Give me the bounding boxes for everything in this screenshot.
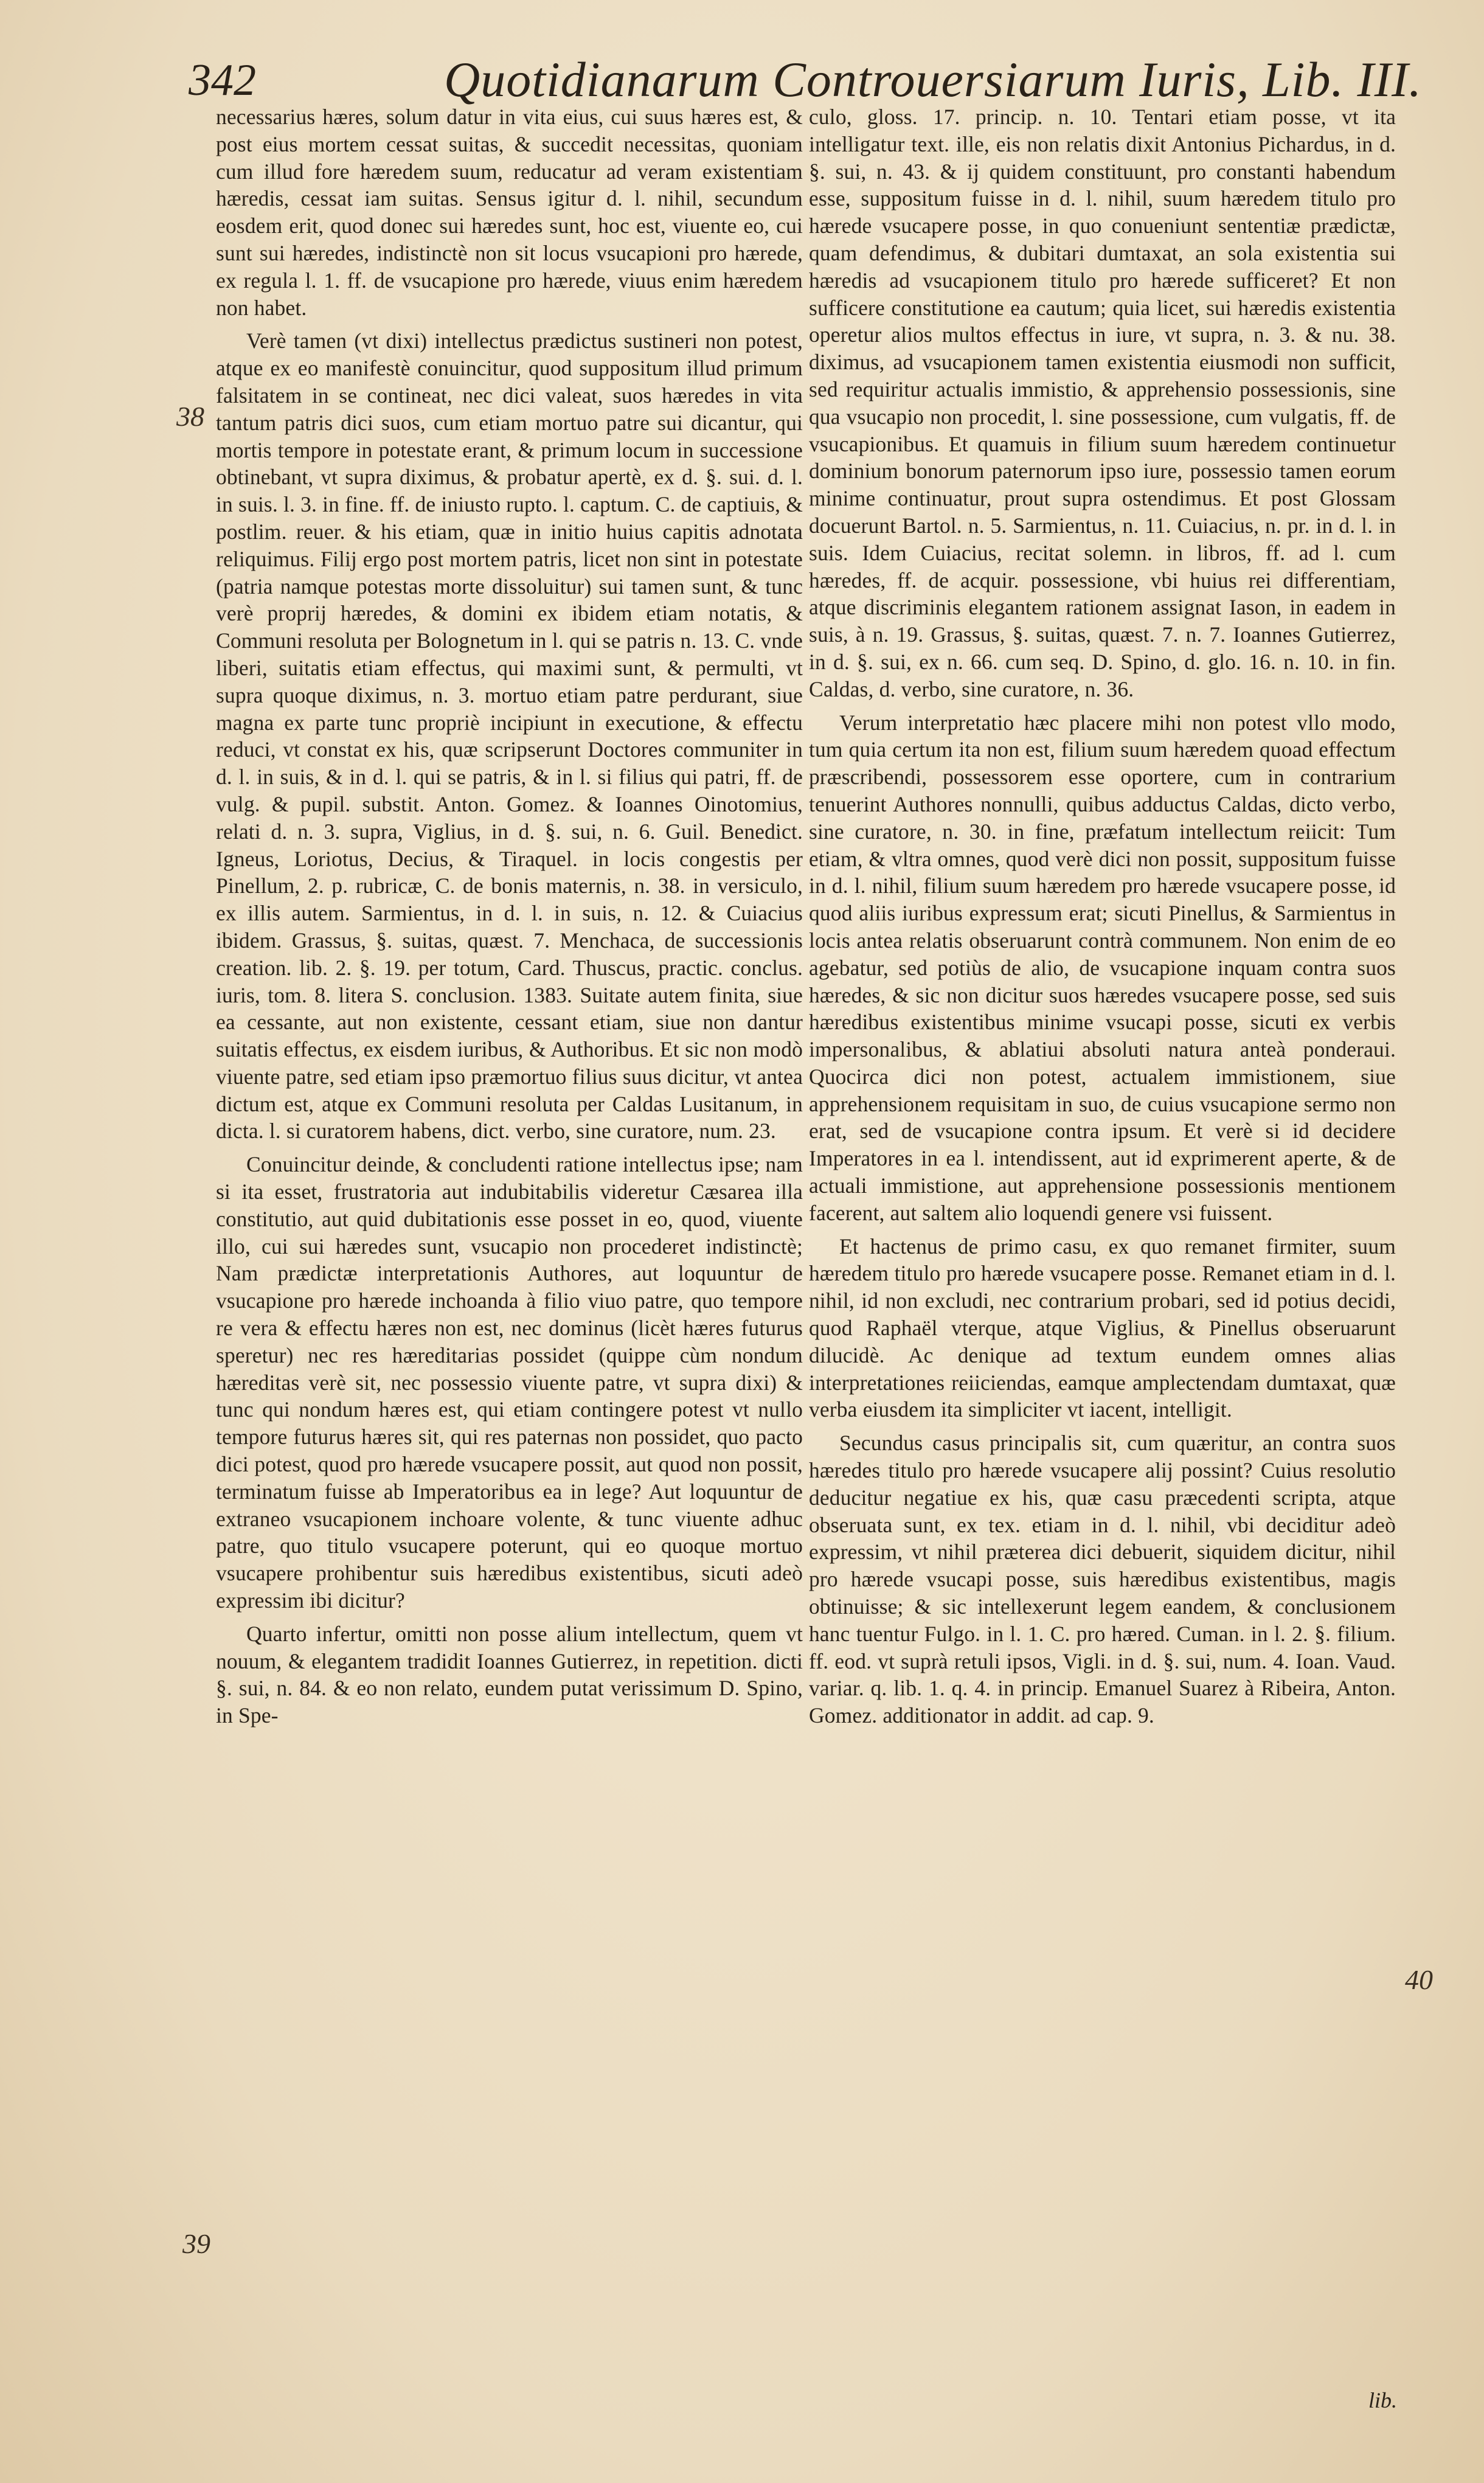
paragraph: Conuincitur deinde, & concludenti ratione intellectus ipse; nam si ita esset, frustratoria aut indubitabilis videretur Cæsarea illa constitutio, aut quid dubitationis esse posset in eo, quod, viuente illo, cui sui hæredes sunt, vsucapio non procederet indistinctè; Nam prædictæ interpretationis Authores, aut loquuntur de vsucapione pro hærede inchoanda à filio viuo patre, quo tempore re vera & effectu hæres non est, nec dominus (licèt hæres futurus speretur) nec res hæreditarias possidet (quippe cùm nondum hæreditas verè sit, nec possessio viuente patre, vt supra dixi) & tunc qui nondum hæres est, qui etiam contingere potest vt nullo tempore futurus hæres sit, qui res paternas non possidet, quo pacto dici potest, quod pro hærede vsucapere possit, aut quod non possit, terminatum fuisse ab Imperatoribus ea in lege? Aut loquuntur de extraneo vsucapionem inchoare volente, & tunc viuente adhuc patre, quo titulo vsucapere poterunt, qui eo quoque mortuo vsucapere prohibentur suis hæredibus existentibus, sicuti adeò expressim ibi dicitur? [216, 1152, 803, 1613]
paragraph: necessarius hæres, solum datur in vita eius, cui suus hæres est, & post eius mortem cessat suitas, & succedit necessitas, quoniam cum illud fore hæredem suum, reducatur ad veram existentiam hæredis, cessat iam suitas. Sensus igitur d. l. nihil, secundum eosdem erit, quod donec sui hæredes sunt, hoc est, viuente eo, cui sunt sui hæredes, indistinctè non sit locus vsucapioni pro hærede, ex regula l. 1. ff. de vsucapione pro hærede, viuus enim hæredem non habet. [216, 105, 803, 320]
page-number: 342 [189, 55, 256, 105]
catchword: lib. [1368, 2388, 1398, 2412]
left-column [216, 103, 803, 1729]
paragraph: Verum interpretatio hæc placere mihi non potest vllo modo, tum quia certum ita non est, filium suum hæredem quoad effectum præscribendi, possessorem esse oportere, cum in contrarium tenuerint Authores nonnulli, quibus adductus Caldas, dicto verbo, sine curatore, n. 30. in fine, præfatum intellectum reiicit: Tum etiam, & vltra omnes, quod verè dici non possit, suppositum fuisse in d. l. nihil, filium suum hæredem pro hærede vsucapere posse, id quod aliis iuribus expressum erat; sicuti Pinellus, & Sarmientus in locis antea relatis obseruarunt contrà communem. Non enim de eo agebatur, sed potiùs de alio, de vsucapione inquam contra suos hæredes, & sic non dicitur suos hæredes vsucapere posse, sed suis hæredibus existentibus minime vsucapi posse, sicuti ex verbis impersonalibus, & ablatiui absoluti natura anteà ponderaui. Quocirca dici non potest, actualem immistionem, siue apprehensionem requisitam in suo, de cuius vsucapione sermo non erat, sed de vsucapione contra ipsum. Et verè si id decidere Imperatores in ea l. intendissent, aut id exprimerent aperte, & de actuali immistione, aut apprehensione possessionis mentionem facerent, aut saltem alio loquendi genere vsi fuissent. [809, 710, 1396, 1225]
right-column [809, 103, 1396, 1729]
running-title: Quotidianarum Controuersiarum Iuris, Lib. III. [444, 52, 1422, 107]
margin-number-39: 39 [182, 2228, 210, 2259]
paragraph: culo, gloss. 17. princip. n. 10. Tentari etiam posse, vt ita intelligatur text. ille, eis non relatis dixit Antonius Pichardus, in d. §. sui, n. 43. & ij quidem constituunt, pro constanti habendum esse, suppositum fuisse in d. l. nihil, suum hæredem titulo pro hærede vsucapere posse, in quo conueniunt sententiæ prædictæ, quam defendimus, & dubitari dumtaxat, an sola existentia sui hæredis ad vsucapionem titulo pro hærede sufficeret? Et non sufficere constitutione ea cautum; quia licet, sui hæredis existentia operetur alios multos effectus in iure, vt supra, n. 3. & nu. 38. diximus, ad vsucapionem tamen existentia eiusmodi non sufficit, sed requiritur actualis immistio, & apprehensio possessionis, sine qua vsucapio non procedit, l. sine possessione, cum vulgatis, ff. de vsucapionibus. Et quamuis in filium suum hæredem continuetur dominium bonorum paternorum ipso iure, possessio tamen eorum minime continuatur, prout supra ostendimus. Et post Glossam docuerunt Bartol. n. 5. Sarmientus, n. 11. Cuiacius, n. pr. in d. l. in suis. Idem Cuiacius, recitat solemn. in libros, ff. ad l. cum hæredes, ff. de acquir. possessione, vbi huius rei differentiam, atque discriminis elegantem rationem assignat Iason, in eadem in suis, à n. 19. Grassus, §. suitas, quæst. 7. n. 7. Ioannes Gutierrez, in d. §. sui, ex n. 66. cum seq. D. Spino, d. glo. 16. n. 10. in fin. Caldas, d. verbo, sine curatore, n. 36. [809, 105, 1396, 701]
margin-number-38: 38 [176, 401, 204, 432]
margin-number-40: 40 [1405, 1964, 1433, 1995]
paragraph: Secundus casus principalis sit, cum quæritur, an contra suos hæredes titulo pro hærede vsucapere alij possint? Cuius resolutio deducitur negatiue ex his, quæ casu præcedenti scripta, atque obseruata sunt, ex tex. etiam in d. l. nihil, vbi deciditur adeò expressim, vt nihil præterea dici debuerit, siquidem dicitur, nihil pro hærede vsucapi posse, suis hæredibus existentibus, magis obtinuisse; & sic intellexerunt legem eandem, & conclusionem hanc tuentur Fulgo. in l. 1. C. pro hæred. Cuman. in l. 2. §. filium. ff. eod. vt suprà retuli ipsos, Vigli. in d. §. sui, num. 4. Ioan. Vaud. variar. q. lib. 1. q. 4. in princip. Emanuel Suarez à Ribeira, Anton. Gomez. additionator in addit. ad cap. 9. [809, 1431, 1396, 1728]
paragraph: Quarto infertur, omitti non posse alium intellectum, quem vt nouum, & elegantem tradidit Ioannes Gutierrez, in repetition. dicti §. sui, n. 84. & eo non relato, eundem putat verissimum D. Spino, in Spe- [216, 1621, 803, 1728]
paragraph: Verè tamen (vt dixi) intellectus prædictus sustineri non potest, atque ex eo manifestè conuincitur, quod suppositum illud primum falsitatem in se contineat, nec dici valeat, suos hæredes in vita tantum patris dici suos, cum etiam mortuo patre sui dicantur, qui mortis tempore in potestate erant, & primum locum in successione obtinebant, vt supra diximus, & probatur apertè, ex d. §. sui. d. l. in suis. l. 3. in fine. ff. de iniusto rupto. l. captum. C. de captiuis, & postlim. reuer. & his etiam, quæ in initio huius capitis adnotata reliquimus. Filij ergo post mortem patris, licet non sint in potestate (patria namque potestas morte dissoluitur) sui tamen sunt, & tunc verè proprij hæredes, & domini ex ibidem etiam notatis, & Communi resoluta per Bolognetum in l. qui se patris n. 13. C. vnde liberi, suitatis etiam effectus, qui maximi sunt, & permulti, vt supra quoque diximus, n. 3. mortuo etiam patre perdurant, siue magna ex parte tunc propriè incipiunt in executione, & effectu reduci, vt constat ex his, quæ scripserunt Doctores communiter in d. l. in suis, & in d. l. qui se patris, & in l. si filius qui patri, ff. de vulg. & pupil. substit. Anton. Gomez. & Ioannes Oinotomius, relati d. n. 3. supra, Viglius, in d. §. sui, n. 6. Guil. Benedict. Igneus, Loriotus, Decius, & Tiraquel. in locis congestis per Pinellum, 2. p. rubricæ, C. de bonis maternis, n. 38. in versiculo, ex illis autem. Sarmientus, in d. l. in suis, n. 12. & Cuiacius ibidem. Grassus, §. suitas, quæst. 7. Menchaca, de successionis creation. lib. 2. §. 19. per totum, Card. Thuscus, practic. conclus. iuris, tom. 8. litera S. conclusion. 1383. Suitate autem finita, siue ea cessante, aut non existente, cessant etiam, siue non dantur suitatis effectus, ex eisdem iuribus, & Authoribus. Et sic non modò viuente patre, sed etiam ipso præmortuo filius suus dicitur, vt antea dictum est, atque ex Communi resoluta per Caldas Lusitanum, in dicta. l. si curatorem habens, dict. verbo, sine curatore, num. 23. [216, 328, 803, 1144]
paragraph: Et hactenus de primo casu, ex quo remanet firmiter, suum hæredem titulo pro hærede vsucapere posse. Remanet etiam in d. l. nihil, id non excludi, nec contrarium probari, sed id potius decidi, quod Raphaël vterque, atque Viglius, & Pinellus obseruarunt dilucidè. Ac denique ad textum eundem omnes alias interpretationes reiiciendas, eamque amplectendam dumtaxat, quæ verba eiusdem ita simpliciter vt iacent, intelligit. [809, 1234, 1396, 1422]
